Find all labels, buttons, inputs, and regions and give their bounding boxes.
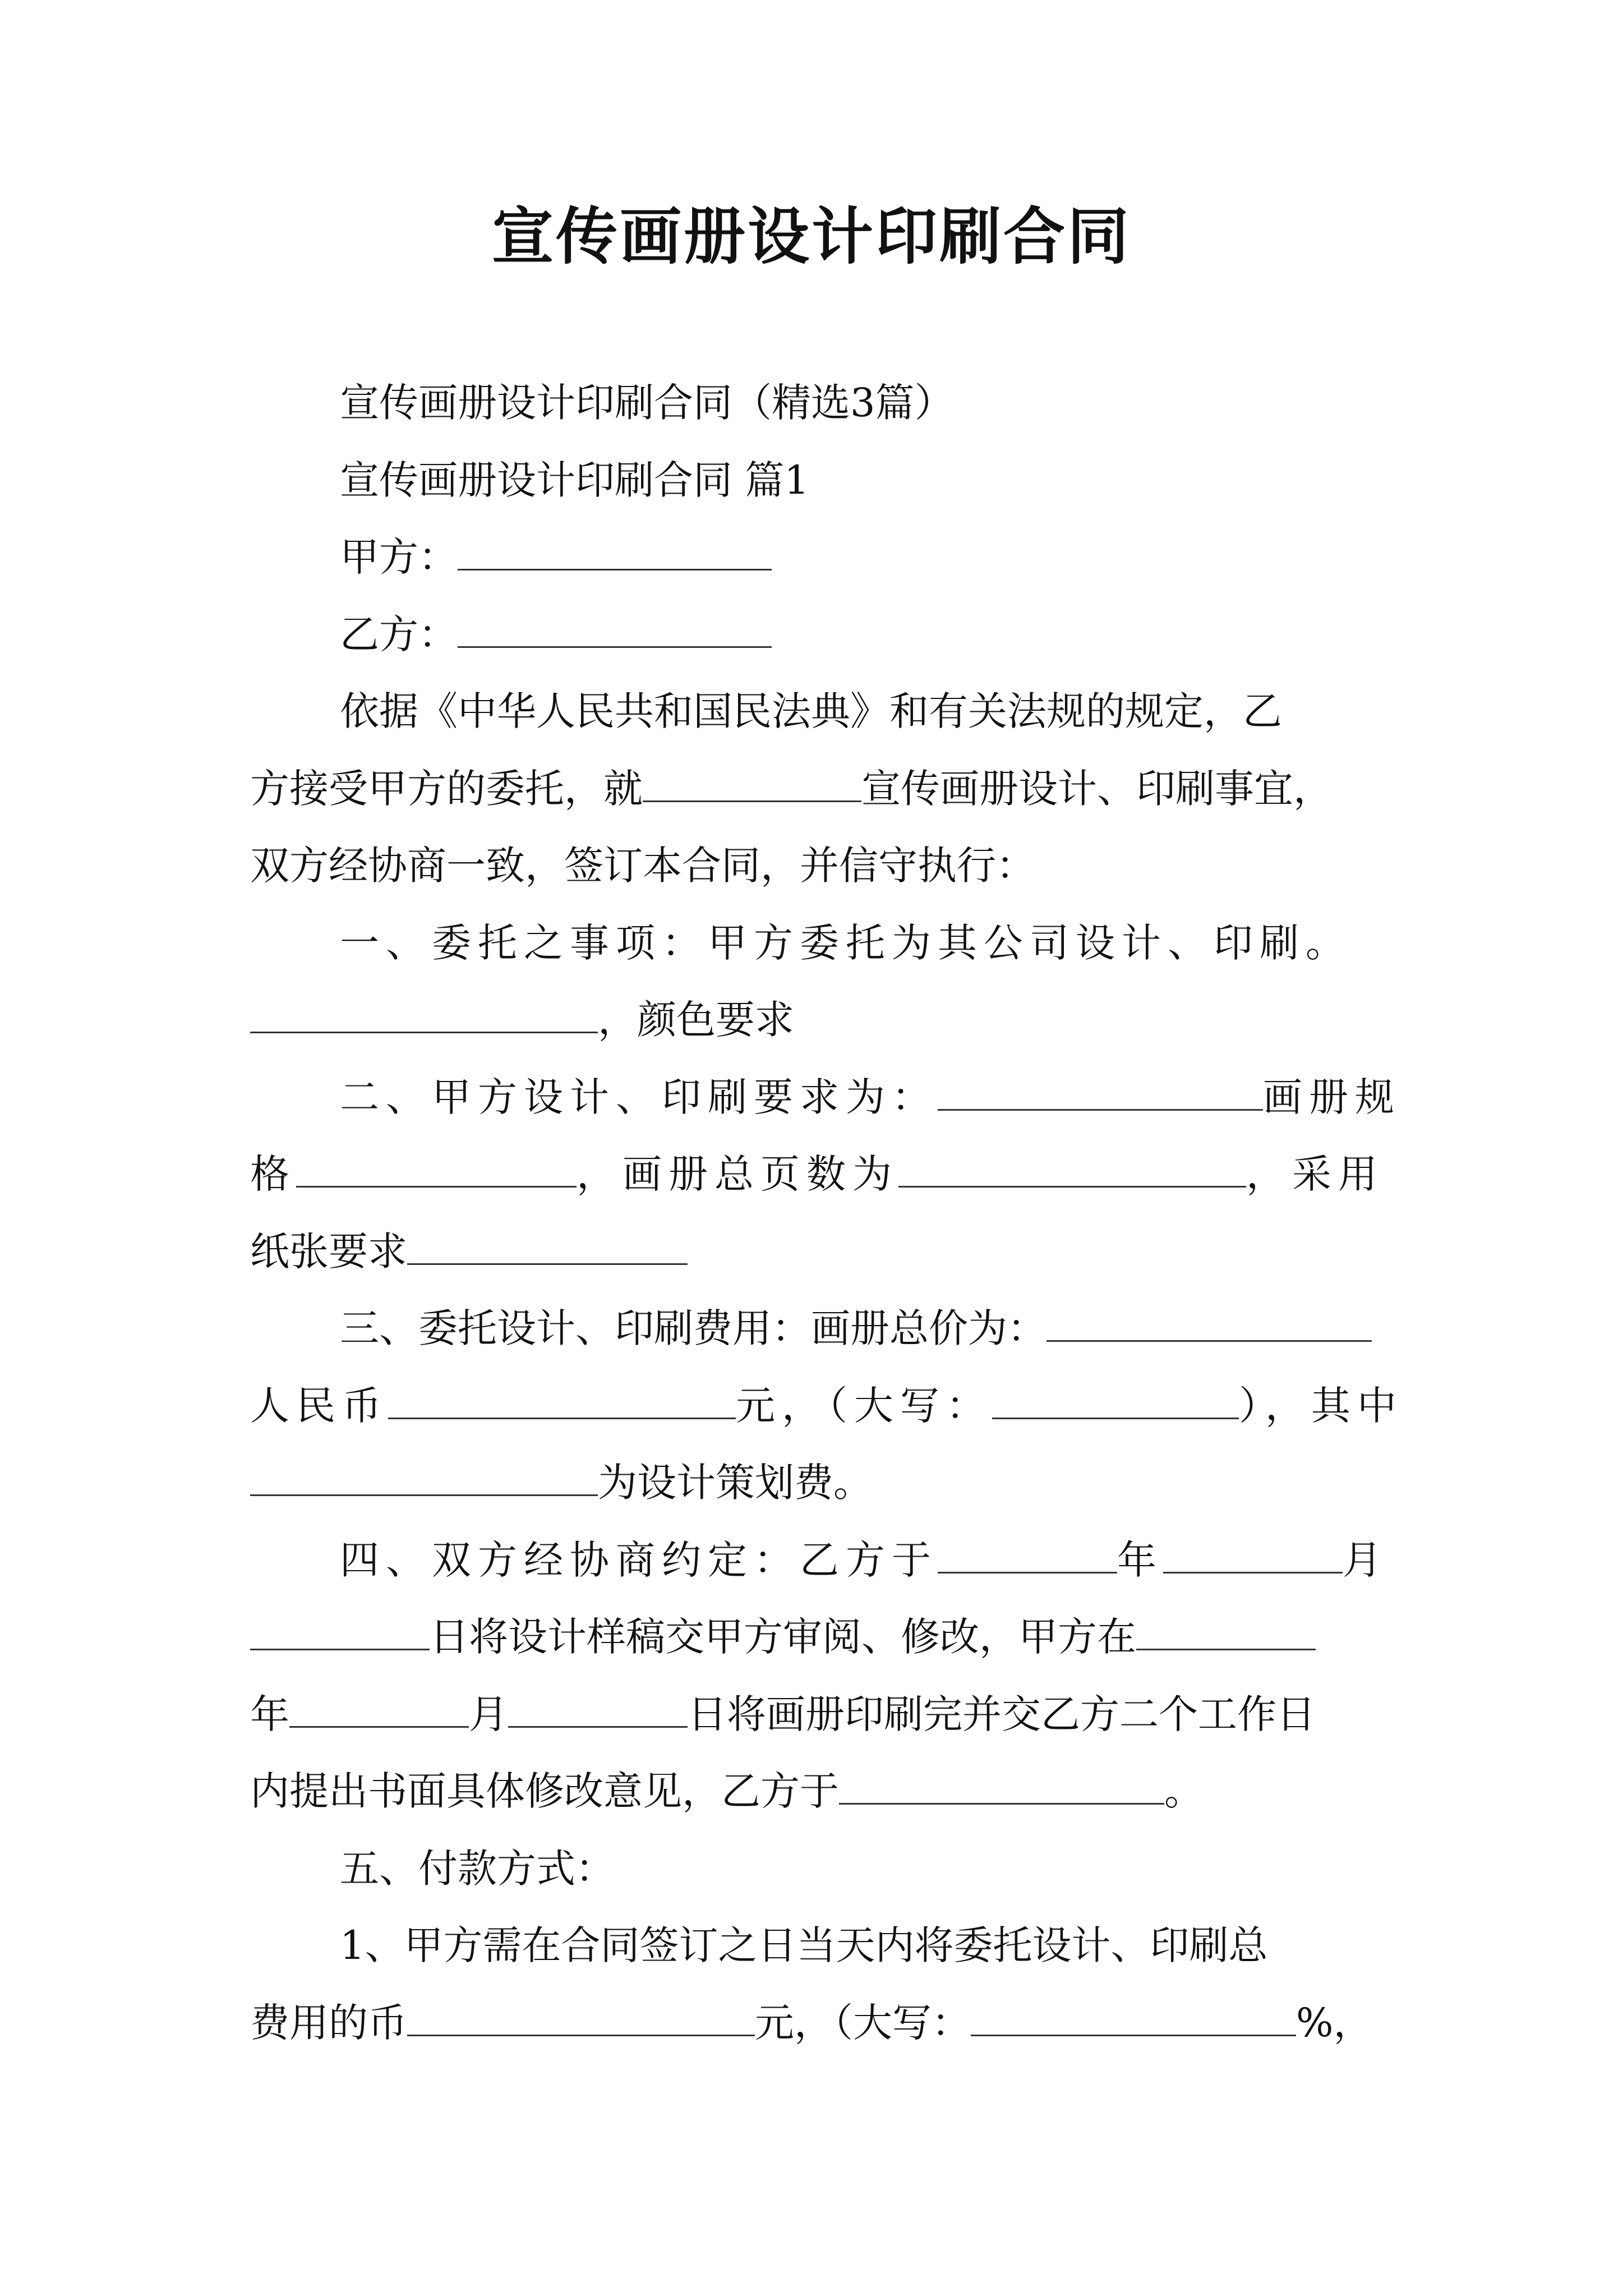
intro-line-3 <box>250 827 1383 905</box>
clause-4-text-1c: 月 <box>1343 1536 1389 1583</box>
clause-4-text-3c: 日将画册印刷完并交乙方二个工作日 <box>688 1691 1316 1737</box>
subtitle: 宣传画册设计印刷合同（精选3篇） <box>340 380 954 426</box>
clause-2-text-1b: 画册规 <box>1263 1074 1401 1120</box>
party-b-blank <box>458 611 772 648</box>
party-a-line <box>250 519 1383 596</box>
clause-4-text-1b: 年 <box>1117 1536 1163 1583</box>
clause-2-text-2c: ，采用 <box>1246 1151 1384 1197</box>
page-count-blank <box>898 1151 1246 1188</box>
payment-1-text-2b: 元，（大写： <box>755 1999 971 2046</box>
intro-line-2 <box>250 751 1383 828</box>
payment-1-line-1 <box>250 1907 1383 1985</box>
design-fee-blank <box>250 1460 598 1496</box>
part-heading: 宣传画册设计印刷合同 篇1 <box>340 457 809 503</box>
clause-1-text-2: ，颜色要求 <box>598 997 794 1043</box>
party-b-line <box>250 596 1383 674</box>
clause-3-line-1 <box>250 1290 1383 1368</box>
intro-line-1 <box>250 673 1383 751</box>
clause-3-text-2b: 元，（大写： <box>736 1382 992 1429</box>
clause-4-text-4a: 内提出书面具体修改意见，乙方于 <box>250 1768 839 1814</box>
intro-text-2b: 宣传画册设计、印刷事宜， <box>861 765 1332 812</box>
clause-2-text-2a: 格 <box>250 1151 296 1197</box>
clause-4-text-3b: 月 <box>469 1691 508 1737</box>
clause-2-line-1 <box>250 1059 1401 1137</box>
clause-3-text-2a: 人民币 <box>250 1382 388 1429</box>
rmb-blank <box>388 1383 736 1419</box>
clause-4-line-2 <box>250 1599 1383 1676</box>
party-b-label: 乙方： <box>340 611 458 657</box>
intro-text-3: 双方经协商一致，签订本合同，并信守执行： <box>250 843 1035 889</box>
design-req-blank <box>938 1074 1263 1111</box>
clause-3-text-3: 为设计策划费。 <box>598 1460 873 1506</box>
clause-2-line-3 <box>250 1213 1383 1291</box>
clause-2-text-1a: 二、甲方设计、印刷要求为： <box>340 1074 938 1120</box>
clause-1-line-1 <box>250 905 1383 982</box>
day-blank-2 <box>508 1691 688 1728</box>
clause-4-line-1 <box>250 1522 1389 1599</box>
clause-5-line <box>250 1830 1383 1908</box>
payment-1-text-1: 1、甲方需在合同签订之日当天内将委托设计、印刷总 <box>340 1922 1268 1968</box>
clause-4-text-3a: 年 <box>250 1691 289 1737</box>
month-blank-1 <box>1163 1537 1343 1573</box>
intro-text-2a: 方接受甲方的委托，就 <box>250 765 643 812</box>
clause-1-blank <box>250 997 598 1033</box>
clause-4-line-4 <box>250 1753 1383 1830</box>
subtitle-line <box>250 365 1383 442</box>
clause-2-line-2 <box>250 1136 1383 1213</box>
payment-1-text-2c: %， <box>1296 1999 1373 2046</box>
intro-text-1: 依据《中华人民共和国民法典》和有关法规的规定，乙 <box>340 688 1282 734</box>
party-a-label: 甲方： <box>340 534 458 580</box>
clause-5-heading: 五、付款方式： <box>340 1845 615 1892</box>
clause-4-text-2a: 日将设计样稿交甲方审阅、修改，甲方在 <box>430 1614 1136 1660</box>
clause-3-line-3 <box>250 1444 1383 1522</box>
document-body <box>250 365 1403 2062</box>
clause-4-text-4b: 。 <box>1164 1768 1204 1814</box>
clause-4-line-3 <box>250 1676 1383 1754</box>
deposit-uppercase-blank <box>971 2000 1296 2036</box>
spec-blank <box>296 1151 577 1188</box>
uppercase-amount-blank <box>992 1383 1239 1419</box>
clause-1-text: 一、委托之事项：甲方委托为其公司设计、印刷。 <box>340 919 1352 966</box>
day-blank-1 <box>250 1614 430 1650</box>
clause-2-text-2b: ，画册总页数为 <box>577 1151 898 1197</box>
party-a-blank <box>458 534 772 570</box>
paper-blank <box>407 1228 688 1265</box>
year-blank-1 <box>938 1537 1117 1573</box>
clause-3-line-2 <box>250 1368 1403 1445</box>
total-price-blank <box>1046 1305 1372 1342</box>
revision-blank <box>839 1768 1164 1805</box>
month-blank-2 <box>289 1691 469 1728</box>
clause-4-text-1a: 四、双方经协商约定：乙方于 <box>340 1536 938 1583</box>
clause-3-text-2c: ），其中 <box>1239 1382 1403 1429</box>
payment-1-line-2 <box>250 1985 1383 2062</box>
clause-2-text-3: 纸张要求 <box>250 1228 407 1274</box>
part-heading-line <box>250 442 1383 519</box>
clause-3-text-1: 三、委托设计、印刷费用：画册总价为： <box>340 1305 1046 1351</box>
payment-1-text-2a: 费用的币 <box>250 1999 407 2046</box>
matter-blank <box>643 766 861 802</box>
clause-1-line-2 <box>250 982 1383 1059</box>
document-title: 宣传画册设计印刷合同 <box>492 200 1131 273</box>
year-blank-2 <box>1136 1614 1316 1650</box>
deposit-amount-blank <box>407 2000 755 2036</box>
